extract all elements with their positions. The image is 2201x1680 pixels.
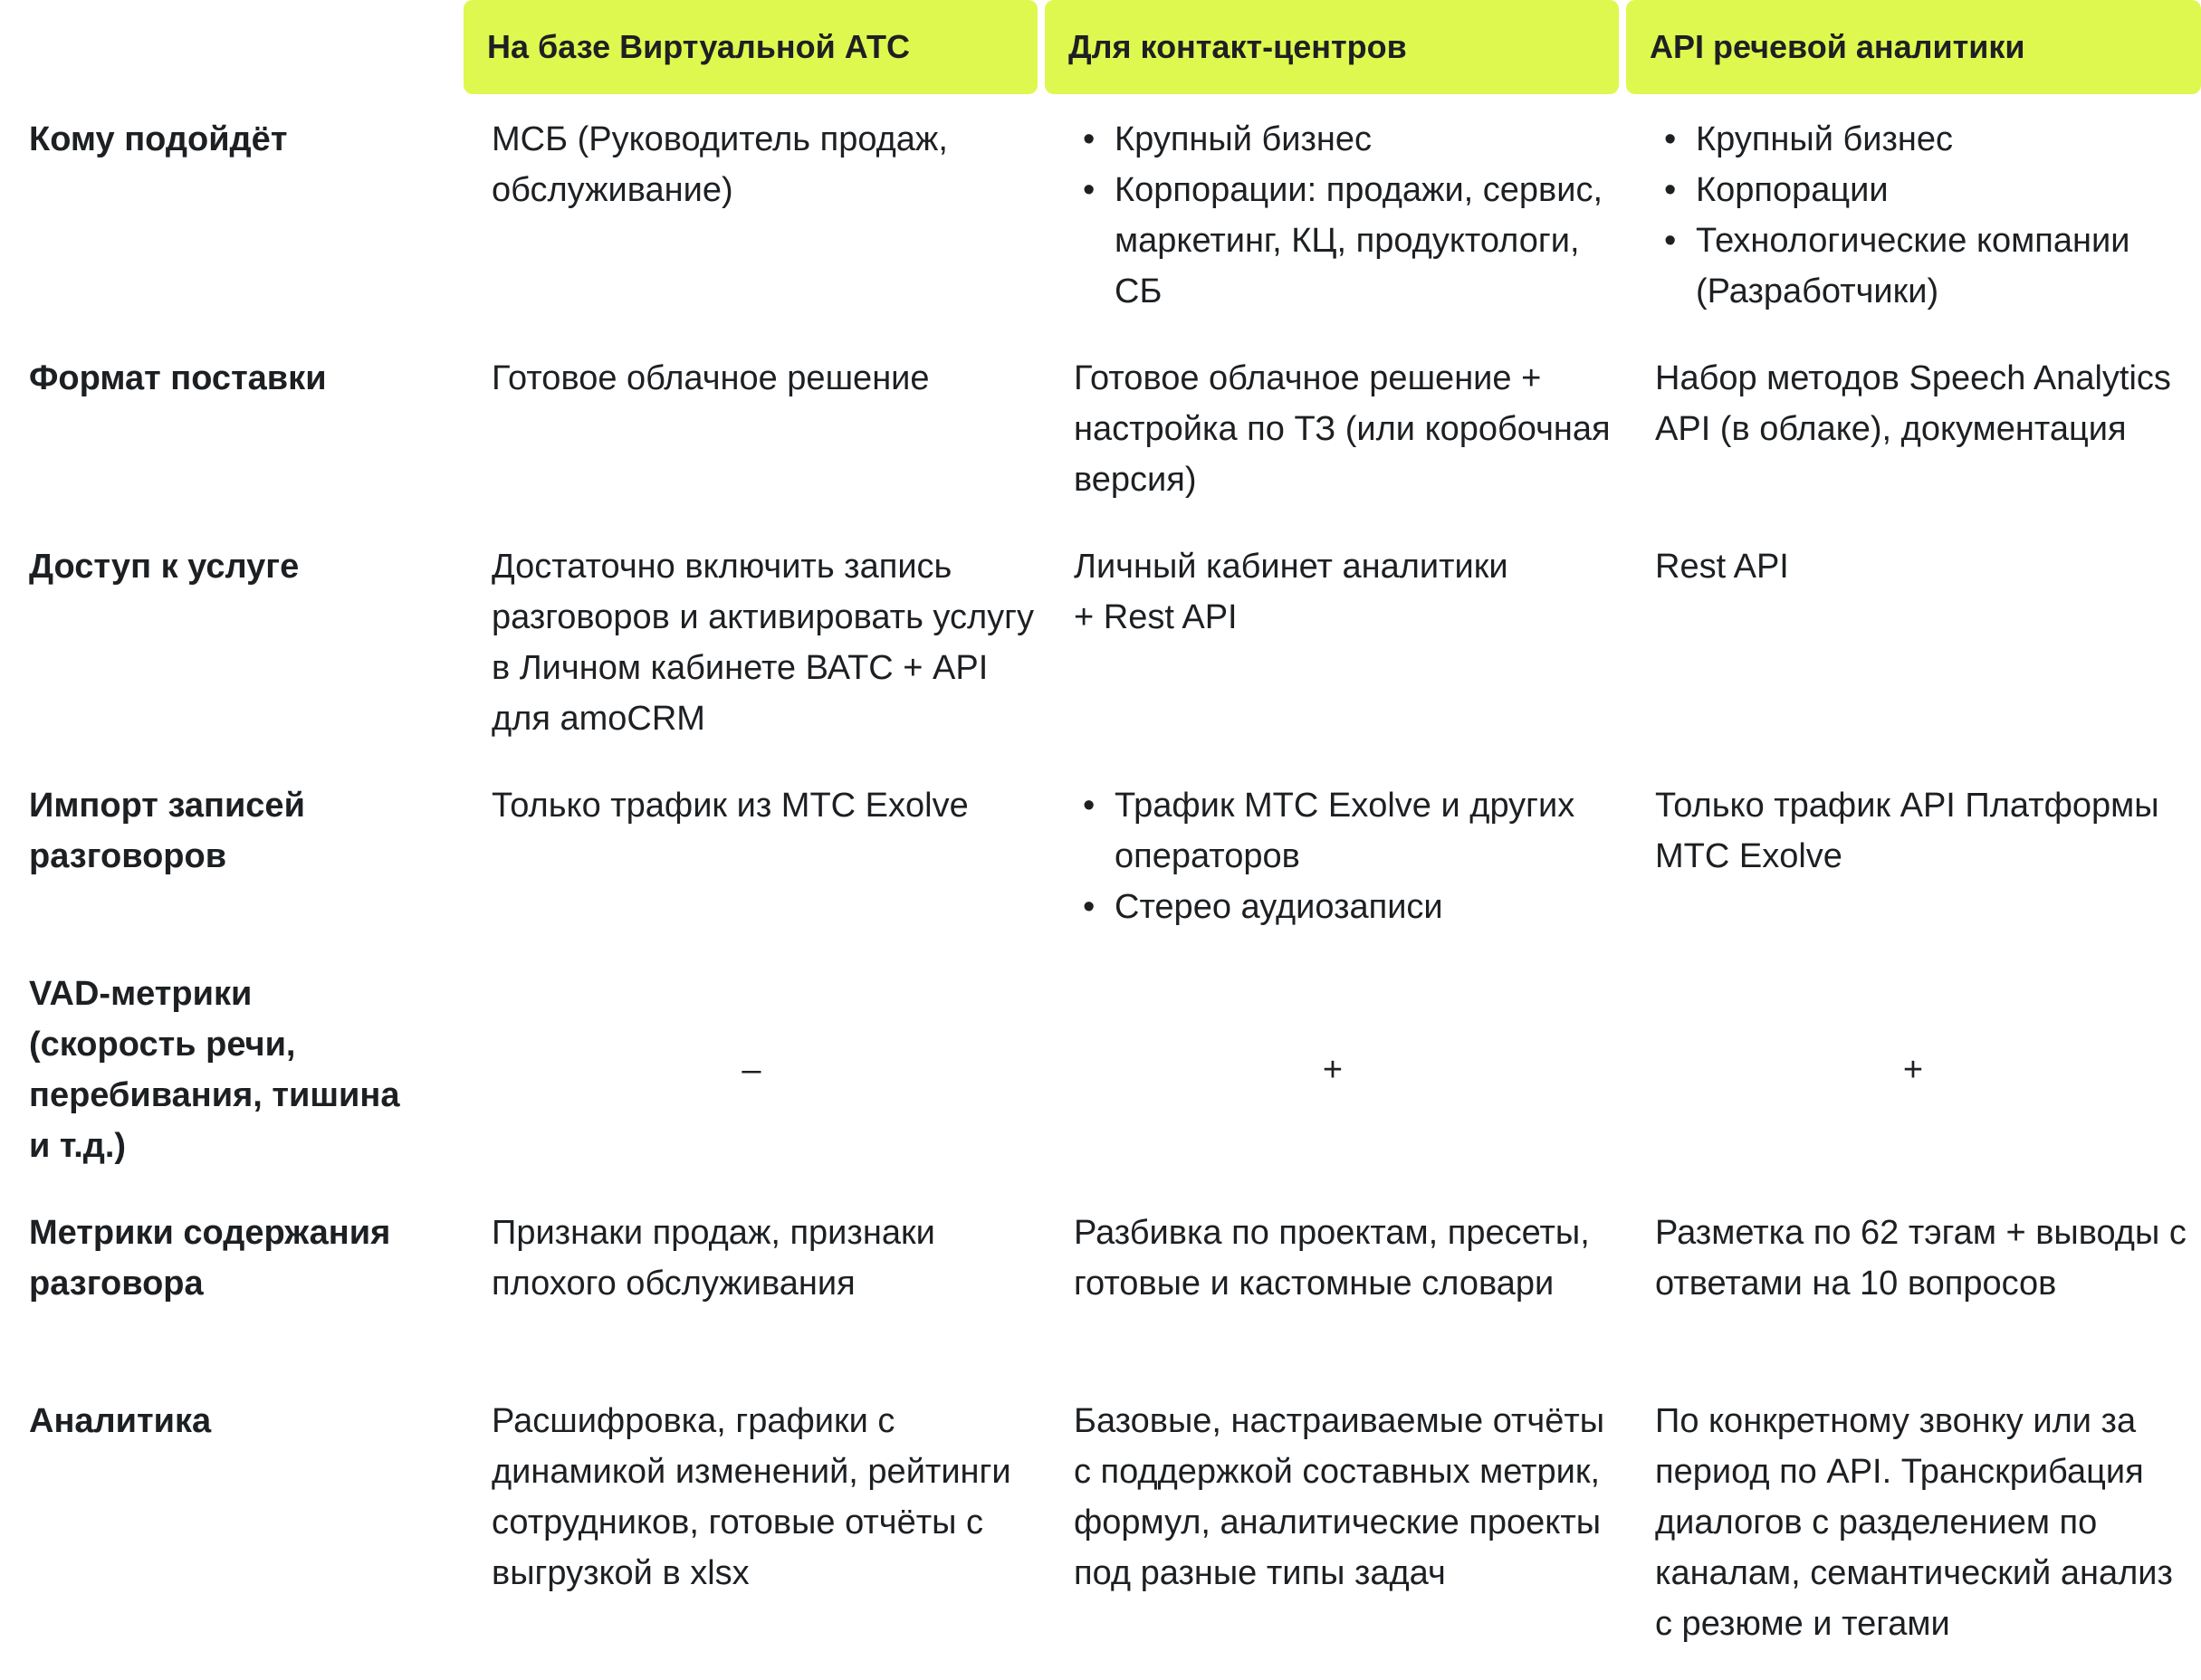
column-header-virtual-pbx <box>464 0 1038 94</box>
row-label: Кому подойдёт <box>29 120 288 158</box>
cell-import-virtual-pbx: Только трафик из МТС Exolve <box>492 787 969 825</box>
cell-import-speech-api: Только трафик API Платформы МТС Exolve <box>1655 787 2159 875</box>
cell-content-virtual-pbx: Признаки продаж, признаки плохого обслуживания <box>492 1214 935 1303</box>
column-header-speech-api <box>1626 0 2201 94</box>
cell-vad-speech-api: + <box>1902 1051 1924 1089</box>
list-item: • Корпорации: продажи, сервис, маркетинг, КЦ, продуктологи, СБ <box>1083 171 1603 310</box>
column-header-contact-centers <box>1045 0 1619 94</box>
cell-analytics-speech-api: По конкретному звонку или за период по API. Транскрибация диалогов с разделением по каналам, семантический анализ с резюме и тегами <box>1655 1402 2173 1643</box>
row-label: Формат поставки <box>29 359 327 397</box>
cell-delivery-speech-api: Набор методов Speech Analytics API (в облаке), документация <box>1655 359 2171 448</box>
column-header-label: На базе Виртуальной АТС <box>487 28 910 65</box>
table-header <box>0 0 2201 94</box>
list-item: • Крупный бизнес <box>1664 120 1954 158</box>
list-item: • Корпорации <box>1664 171 1889 209</box>
row-label: VAD-метрики (скорость речи, перебивания, тишина и т.д.) <box>29 975 400 1165</box>
cell-delivery-virtual-pbx: Готовое облачное решение <box>492 359 930 397</box>
cell-audience-virtual-pbx: МСБ (Руководитель продаж, обслуживание) <box>492 120 948 209</box>
list-item: • Технологические компании (Разработчики) <box>1664 222 2130 310</box>
list-item: • Трафик МТС Exolve и других операторов <box>1083 787 1575 875</box>
row-label: Метрики содержания разговора <box>29 1214 391 1303</box>
row-label: Доступ к услуге <box>29 548 300 586</box>
list-item: • Крупный бизнес <box>1083 120 1373 158</box>
cell-access-speech-api: Rest API <box>1655 548 1789 586</box>
bullet-list <box>1074 780 1617 932</box>
column-header-label: Для контакт-центров <box>1068 28 1407 65</box>
cell-analytics-virtual-pbx: Расшифровка, графики с динамикой изменений, рейтинги сотрудников, готовые отчёты с выгрузкой в xlsx <box>492 1402 1011 1592</box>
cell-audience-contact-centers <box>1074 114 1617 317</box>
cell-delivery-contact-centers: Готовое облачное решение + настройка по ТЗ (или коробочная версия) <box>1074 359 1611 499</box>
cell-import-contact-centers <box>1074 780 1617 932</box>
bullet-list <box>1655 114 2198 317</box>
cell-audience-speech-api <box>1655 114 2198 317</box>
cell-vad-virtual-pbx: – <box>742 1051 761 1089</box>
cell-vad-contact-centers: + <box>1322 1051 1344 1089</box>
column-header-label: API речевой аналитики <box>1650 28 2025 65</box>
cell-content-contact-centers: Разбивка по проектам, пресеты, готовые и кастомные словари <box>1074 1214 1590 1303</box>
bullet-list <box>1074 114 1617 317</box>
cell-access-virtual-pbx: Достаточно включить запись разговоров и активировать услугу в Личном кабинете ВАТС + API для amoCRM <box>492 548 1035 738</box>
list-item: • Стерео аудиозаписи <box>1083 888 1443 926</box>
cell-analytics-contact-centers: Базовые, настраиваемые отчёты с поддержкой составных метрик, формул, аналитические проекты под разные типы задач <box>1074 1402 1605 1592</box>
cell-access-contact-centers: Личный кабинет аналитики + Rest API <box>1074 548 1508 636</box>
row-label: Аналитика <box>29 1402 212 1440</box>
row-label: Импорт записей разговоров <box>29 787 305 875</box>
cell-content-speech-api: Разметка по 62 тэгам + выводы с ответами на 10 вопросов <box>1655 1214 2187 1303</box>
